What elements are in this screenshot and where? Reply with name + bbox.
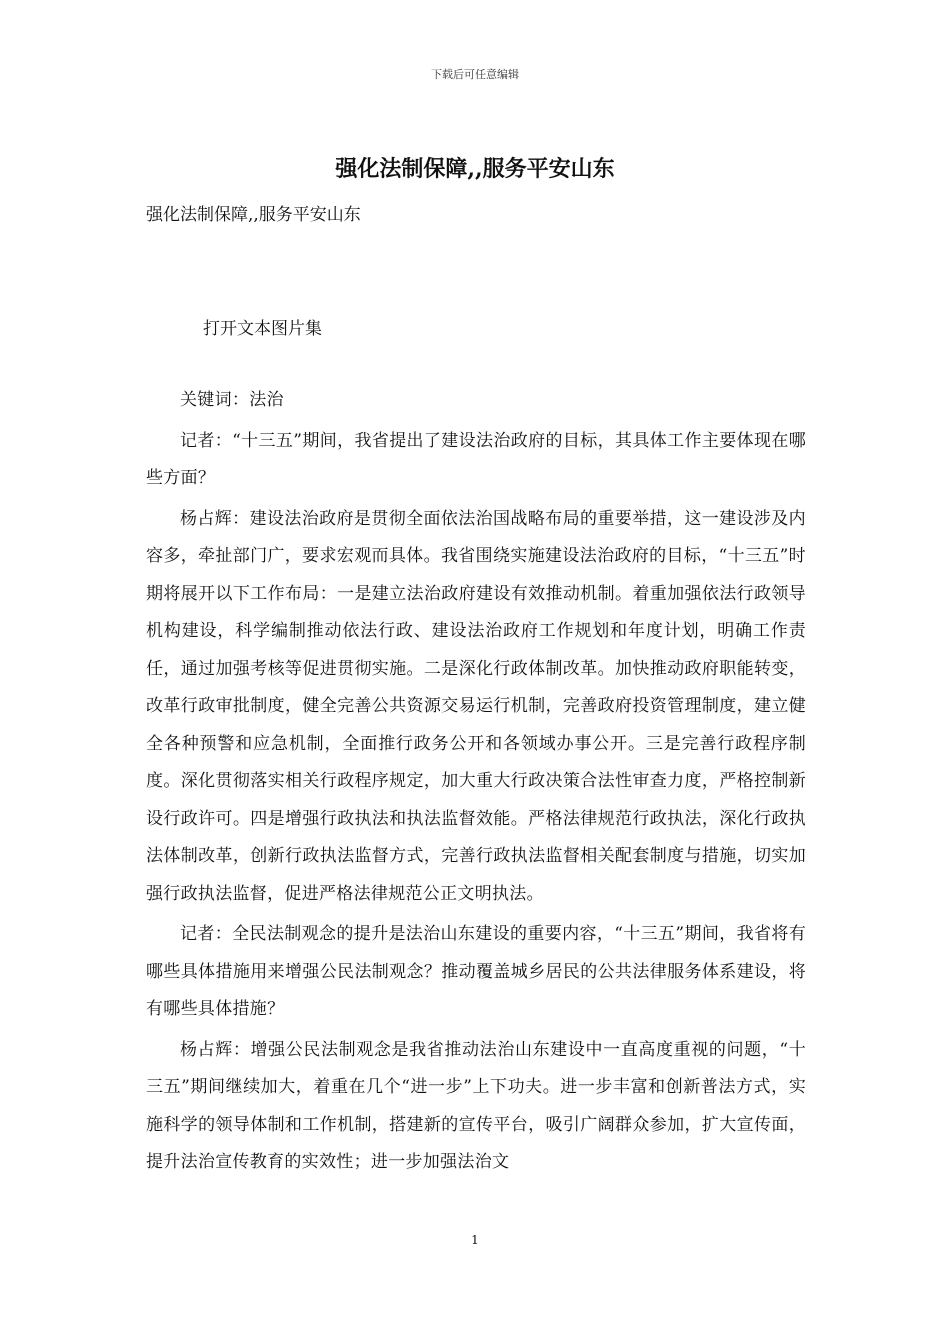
answer-paragraph: 杨占辉：建设法治政府是贯彻全面依法治国战略布局的重要举措，这一建设涉及内容多，牵扯部门广，要求宏观而具体。我省围绕实施建设法治政府的目标，“十三五”时期将展开以下工作布局：一是建立法治政府建设有效推动机制。着重加强依法行政领导机构建设，科学编制推动依法行政、建设法治政府工作规划和年度计划，明确工作责任，通过加强考核等促进贯彻实施。二是深化行政体制改革。加快推动政府职能转变，改革行政审批制度，健全完善公共资源交易运行机制，完善政府投资管理制度，建立健全各种预警和应急机制，全面推行政务公开和各领域办事公开。三是完善行政程序制度。深化贯彻落实相关行政程序规定，加大重大行政决策合法性审查力度，严格控制新设行政许可。四是增强行政执法和执法监督效能。严格法律规范行政执法，深化行政执法体制改革，创新行政执法监督方式，完善行政执法监督相关配套制度与措施，切实加强行政执法监督，促进严格法律规范公正文明执法。 bbox=[146, 508, 806, 904]
keywords-paragraph: 关键词：法治 bbox=[180, 390, 284, 410]
header-note: 下载后可任意编辑 bbox=[431, 68, 519, 81]
question-paragraph: 记者：全民法制观念的提升是法治山东建设的重要内容，“十三五”期间，我省将有哪些具体措施用来增强公民法制观念？推动覆盖城乡居民的公共法律服务体系建设，将有哪些具体措施？ bbox=[146, 924, 806, 1019]
document-title: 强化法制保障,,服务平安山东 bbox=[335, 156, 615, 182]
page-number: 1 bbox=[471, 1233, 479, 1247]
question-paragraph: 记者：“十三五”期间，我省提出了建设法治政府的目标，其具体工作主要体现在哪些方面？ bbox=[146, 430, 806, 488]
answer-paragraph: 杨占辉：增强公民法制观念是我省推动法治山东建设中一直高度重视的问题，“十三五”期间继续加大，着重在几个“进一步”上下功夫。进一步丰富和创新普法方式，实施科学的领导体制和工作机制，搭建新的宣传平台，吸引广阔群众参加，扩大宣传面，提升法治宣传教育的实效性；进一步加强法治文 bbox=[146, 1039, 806, 1172]
open-image-set-link[interactable]: 打开文本图片集 bbox=[203, 319, 322, 339]
document-body bbox=[146, 382, 806, 1185]
document-subtitle: 强化法制保障,,服务平安山东 bbox=[146, 205, 361, 225]
